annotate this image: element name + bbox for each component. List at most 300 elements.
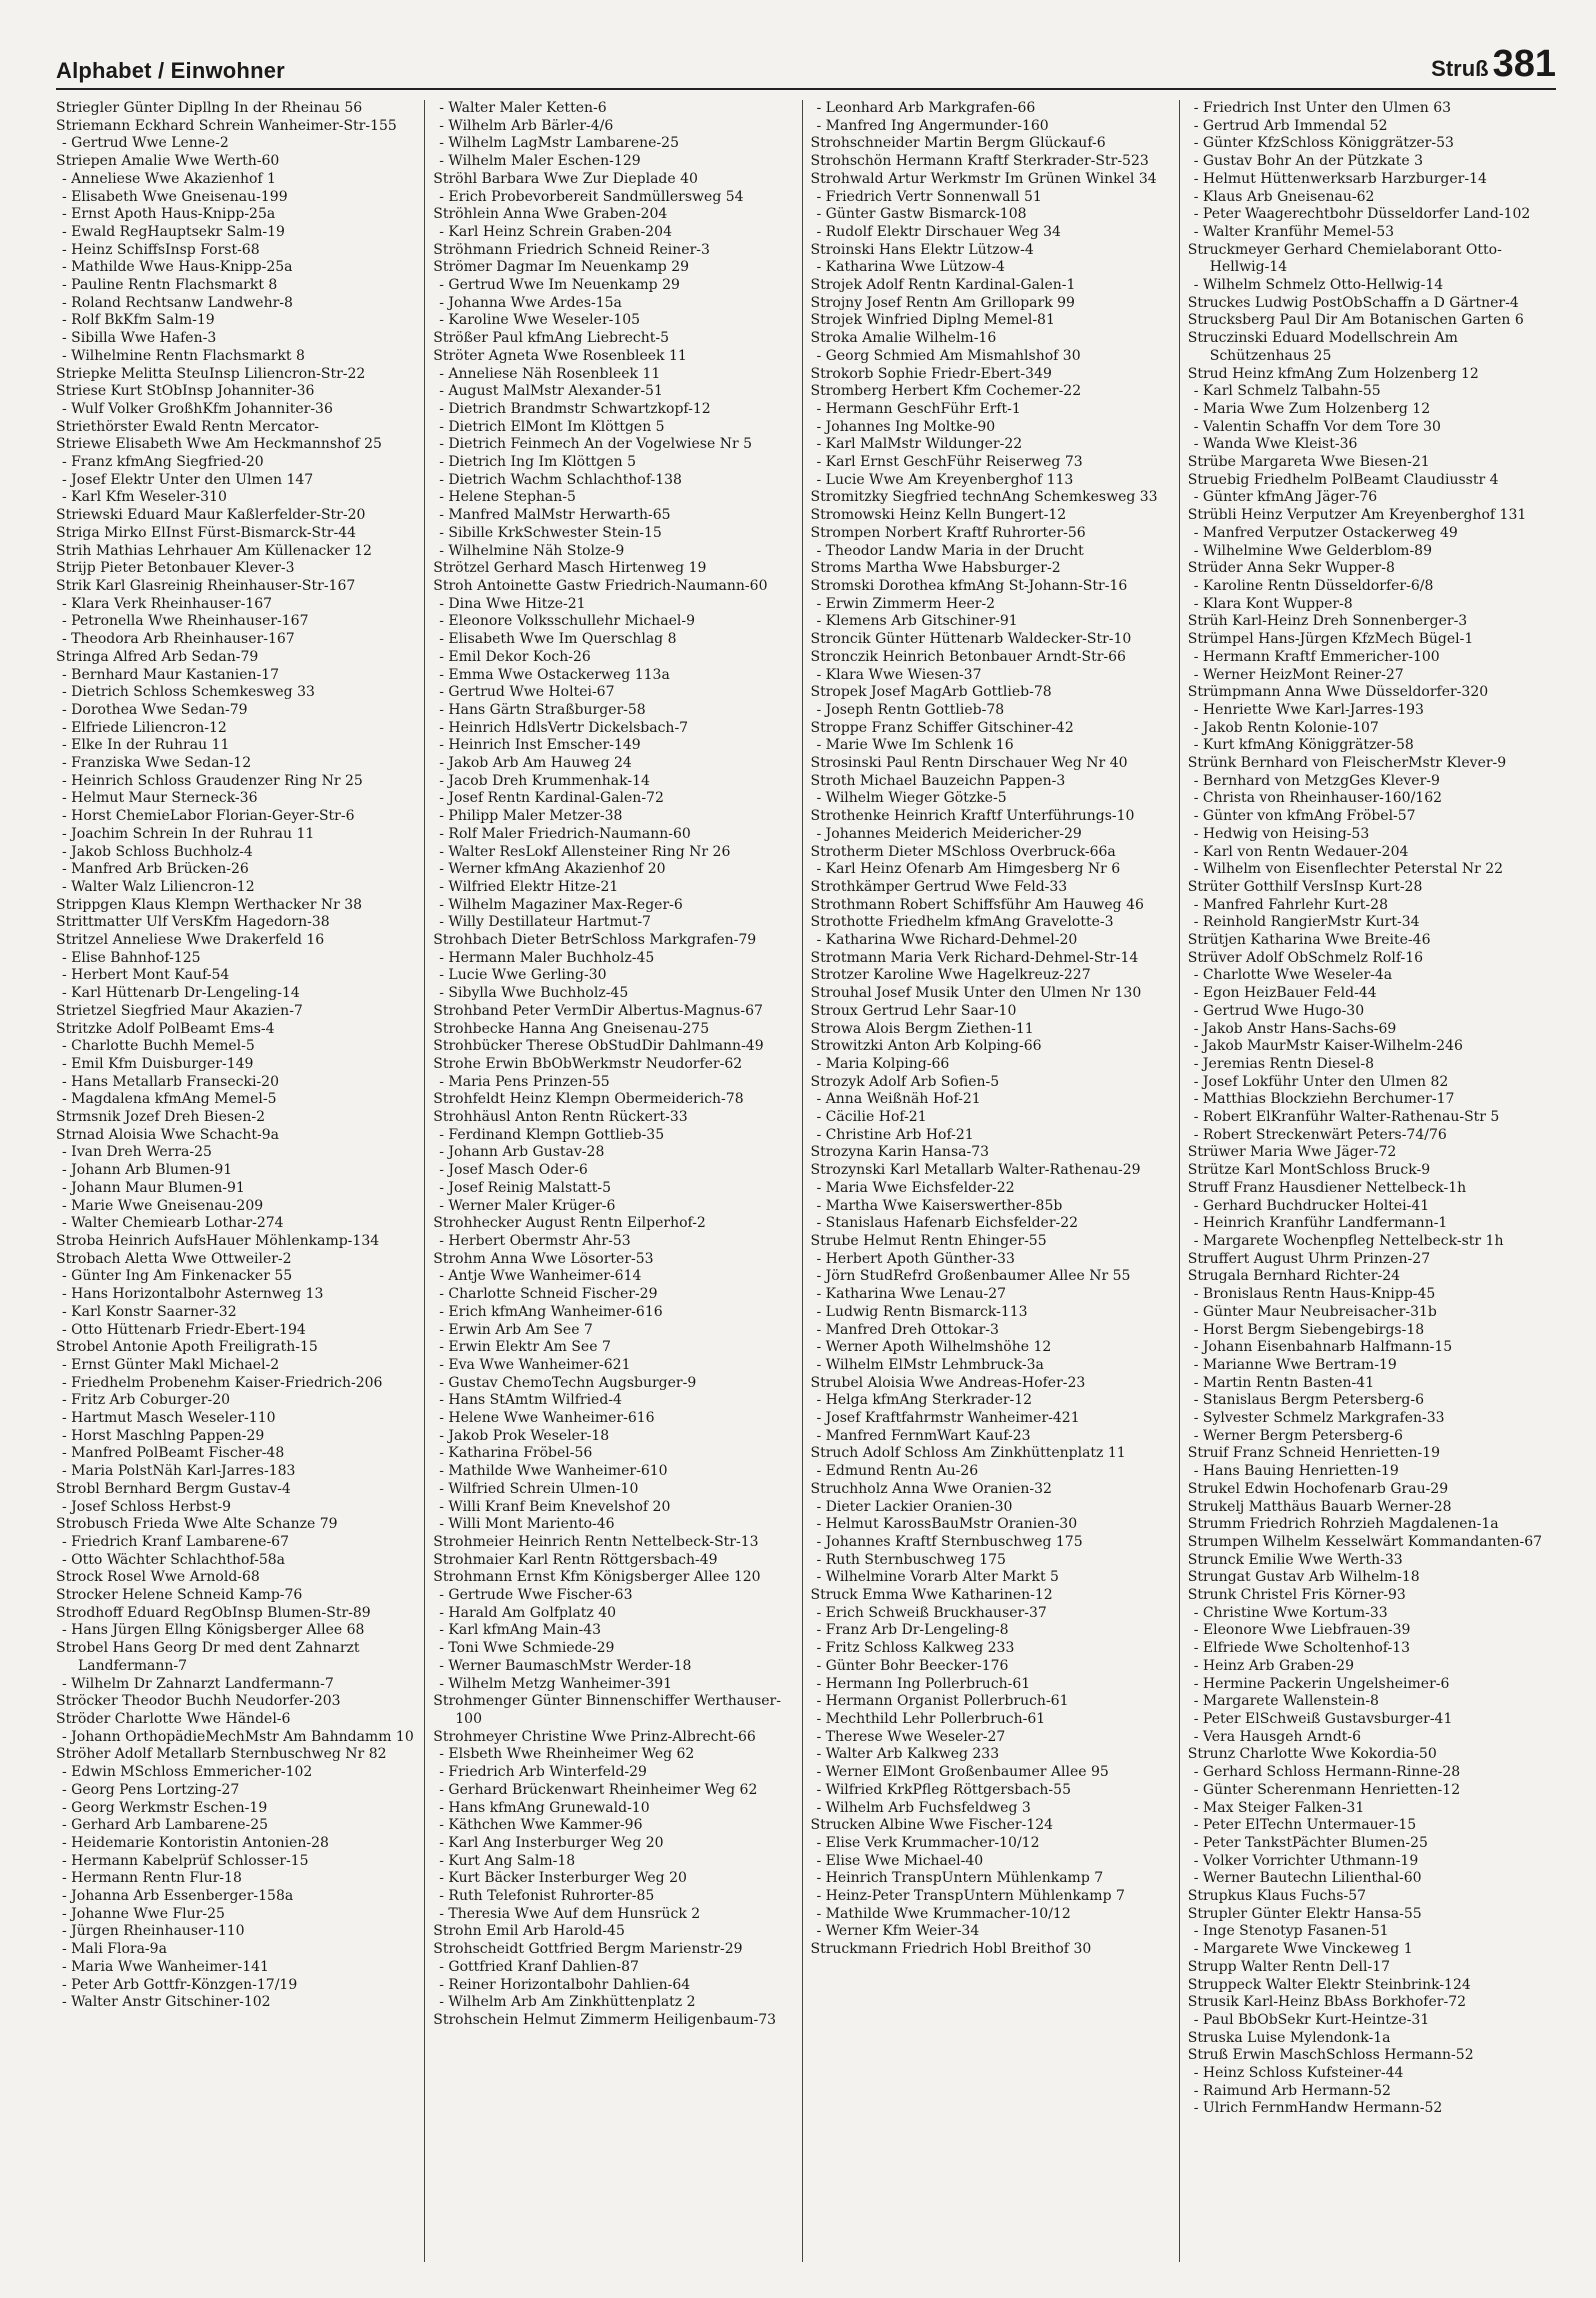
directory-entry: Strotzer Karoline Wwe Hagelkreuz-227 [810,967,1091,984]
directory-entry: - Elisabeth Wwe Gneisenau-199 [62,188,288,205]
directory-entry: Strompen Norbert Kraftf Ruhrorter-56 [810,524,1086,541]
directory-entry: - Werner Apoth Wilhelmshöhe 12 [816,1339,1052,1356]
directory-entry: Strnad Aloisia Wwe Schacht-9a [56,1126,280,1143]
directory-entry: - Werner Bautechn Lilienthal-60 [1193,1870,1422,1887]
directory-entry: Strubel Aloisia Wwe Andreas-Hofer-23 [810,1374,1086,1391]
directory-entry: - Christine Wwe Kortum-33 [1193,1604,1388,1621]
directory-entry: - Dietrich Feinmech An der Vogelwiese Nr 5 [439,436,753,453]
directory-entry: Stronczik Heinrich Betonbauer Arndt-Str-66 [810,648,1126,665]
directory-entry: - Marie Wwe Gneisenau-209 [62,1197,264,1214]
directory-entry: - Willi Kranf Beim Knevelshof 20 [439,1498,671,1515]
directory-entry: Striepke Melitta SteuInsp Liliencron-Str-22 [56,365,366,382]
directory-entry: Strmsnik Jozef Dreh Biesen-2 [56,1109,265,1126]
directory-entry: Stringa Alfred Arb Sedan-79 [56,648,259,665]
directory-entry: Strohscheidt Gottfried Bergm Marienstr-29 [433,1941,743,1958]
column-1 [56,100,424,2262]
directory-entry: - Karoline Wwe Weseler-105 [439,312,641,329]
directory-entry: - Wilhelmine Wwe Gelderblom-89 [1193,542,1432,559]
directory-entry: Strüver Adolf ObSchmelz Rolf-16 [1187,949,1424,966]
directory-entry: Struß Erwin MaschSchloss Hermann-52 [1187,2047,1474,2064]
directory-entry: Strüder Anna Sekr Wupper-8 [1187,560,1395,577]
directory-entry: - Günter Ing Am Finkenacker 55 [62,1268,293,1285]
directory-entry: - Manfred Ing Angermunder-160 [816,117,1049,134]
directory-entry: - Heinrich HdlsVertr Dickelsbach-7 [439,719,689,736]
directory-entry: - Leonhard Arb Markgrafen-66 [816,100,1036,116]
directory-entry: - Ernst Günter Makl Michael-2 [62,1356,280,1373]
directory-entry: Ströhl Barbara Wwe Zur Dieplade 40 [433,170,698,187]
directory-entry: Stritzel Anneliese Wwe Drakerfeld 16 [56,932,325,949]
directory-entry: Strodhoff Eduard RegObInsp Blumen-Str-89 [56,1604,371,1621]
directory-entry: - Herbert Obermstr Ahr-53 [439,1233,631,1249]
directory-entry: - Wilhelm Wieger Götzke-5 [816,790,1007,807]
directory-entry: - Katharina Wwe Lützow-4 [816,259,1005,276]
directory-entry: - Wilfried Elektr Hitze-21 [439,878,619,895]
directory-entry: - Werner Maler Krüger-6 [439,1197,616,1214]
directory-entry: Strohn Emil Arb Harold-45 [433,1923,625,1940]
directory-entry: - Walter Anstr Gitschiner-102 [62,1994,271,2011]
directory-entry: - Horst Bergm Siebengebirgs-18 [1193,1321,1425,1338]
directory-entry: - Bronislaus Rentn Haus-Knipp-45 [1193,1286,1436,1303]
directory-entry: - Dorothea Wwe Sedan-79 [62,701,248,718]
guide-keyword: Struß [1431,56,1489,81]
directory-entry: - Valentin Schaffn Vor dem Tore 30 [1193,418,1441,435]
directory-entry: - Johannes Ing Moltke-90 [816,418,996,435]
directory-entry: Strötzel Gerhard Masch Hirtenweg 19 [433,560,707,577]
directory-entry: Stropek Josef MagArb Gottlieb-78 [810,684,1052,701]
directory-entry: - Gertrud Arb Immendal 52 [1193,117,1388,134]
directory-entry: - Johann Arb Gustav-28 [439,1144,605,1161]
directory-entry: - Jakob MaurMstr Kaiser-Wilhelm-246 [1193,1038,1463,1055]
directory-entry: Struffert August Uhrm Prinzen-27 [1187,1250,1431,1267]
directory-columns [56,100,1556,2262]
directory-entry: - Werner Kfm Weier-34 [816,1923,980,1940]
directory-entry: Strohhecker August Rentn Eilperhof-2 [433,1215,706,1232]
directory-entry: - Erwin Elektr Am See 7 [439,1339,611,1356]
directory-entry: - Wilfried KrkPfleg Röttgersbach-55 [816,1781,1071,1798]
directory-entry: - Hans StAmtm Wilfried-4 [439,1392,622,1409]
directory-entry: - Johanne Wwe Flur-25 [62,1905,225,1922]
directory-entry: - Helene Stephan-5 [439,489,576,506]
directory-entry: Stromberg Herbert Kfm Cochemer-22 [810,383,1082,400]
directory-entry: - Hermann Ing Pollerbruch-61 [816,1675,1031,1692]
directory-entry: Strupp Walter Rentn Dell-17 [1187,1958,1391,1975]
directory-entry: - Günter KfzSchloss Königgrätzer-53 [1193,135,1454,152]
directory-entry: - Philipp Maler Metzer-38 [439,808,623,825]
directory-entry: - Eleonore Wwe Liebfrauen-39 [1193,1622,1411,1639]
directory-entry: - Friedrich Arb Winterfeld-29 [439,1764,647,1781]
directory-entry: - Antje Wwe Wanheimer-614 [439,1268,642,1285]
directory-entry: - Margarete Wallenstein-8 [1193,1693,1379,1710]
directory-entry: - Johannes Kraftf Sternbuschweg 175 [816,1533,1083,1550]
directory-entry: - Walter Kranführ Memel-53 [1193,223,1395,240]
directory-entry: - Gustav ChemoTechn Augsburger-9 [439,1374,697,1391]
directory-entry: - Elfriede Liliencron-12 [62,719,227,736]
directory-entry: - Jakob Anstr Hans-Sachs-69 [1193,1020,1397,1037]
directory-entry: Strohmeier Heinrich Rentn Nettelbeck-Str-13 [433,1533,759,1550]
directory-entry: - Heinz Schloss Kufsteiner-44 [1193,2065,1404,2082]
directory-entry: - Georg Werkmstr Eschen-19 [62,1799,268,1816]
directory-entry: - Christa von Rheinhauser-160/162 [1193,790,1443,807]
directory-entry: - Charlotte Wwe Weseler-4a [1193,967,1393,984]
directory-entry: Strusik Karl-Heinz BbAss Borkhofer-72 [1187,1994,1467,2011]
directory-entry: - Gerhard Buchdrucker Holtei-41 [1193,1197,1430,1214]
directory-entry: - Cäcilie Hof-21 [816,1109,927,1126]
directory-entry: - Horst Maschlng Pappen-29 [62,1427,265,1444]
directory-entry: - Margarete Wochenpfleg Nettelbeck-str 1h [1193,1233,1504,1249]
directory-entry: - Wilfried Schrein Ulmen-10 [439,1480,639,1497]
directory-entry: Striga Mirko ElInst Fürst-Bismarck-Str-44 [56,524,357,541]
directory-entry: - Jakob Prok Weseler-18 [439,1427,610,1444]
directory-entry: - Roland Rechtsanw Landwehr-8 [62,294,293,311]
column-2 [424,100,801,2262]
directory-entry: Strohhäusl Anton Rentn Rückert-33 [433,1109,688,1126]
directory-entry: - Franz Arb Dr-Lengeling-8 [816,1622,1009,1639]
directory-entry: Strünk Bernhard von FleischerMstr Klever-9 [1187,755,1507,772]
directory-entry: Striewe Elisabeth Wwe Am Heckmannshof 25 [56,436,382,453]
directory-entry: Strittmatter Ulf VersKfm Hagedorn-38 [56,914,330,931]
directory-entry: - Gustav Bohr An der Pützkate 3 [1193,153,1424,170]
directory-entry: - Helene Wwe Wanheimer-616 [439,1410,655,1427]
directory-entry: - Manfred Fahrlehr Kurt-28 [1193,896,1388,913]
directory-entry: - Sibille KrkSchwester Stein-15 [439,524,662,541]
directory-entry: - Willi Mont Mariento-46 [439,1516,615,1533]
directory-entry: - Elisabeth Wwe Im Querschlag 8 [439,631,677,648]
directory-entry: - Günter Scherenmann Henrietten-12 [1193,1781,1461,1798]
directory-entry: - Ivan Dreh Werra-25 [62,1144,212,1161]
directory-entry: Strungat Gustav Arb Wilhelm-18 [1187,1569,1420,1586]
directory-entry: Ströcker Theodor Buchh Neudorfer-203 [56,1693,341,1710]
directory-entry: - Karoline Rentn Düsseldorfer-6/8 [1193,577,1434,594]
directory-entry: - Gertrud Wwe Hugo-30 [1193,1002,1365,1019]
directory-entry: - Petronella Wwe Rheinhauser-167 [62,613,309,630]
directory-entry: Struska Luise Mylendonk-1a [1187,2029,1391,2046]
directory-entry: - Klara Wwe Wiesen-37 [816,666,982,683]
directory-entry: - Manfred MalMstr Herwarth-65 [439,507,671,524]
directory-entry: - Friedrich Kranf Lambarene-67 [62,1533,289,1550]
directory-entry: Strohschneider Martin Bergm Glückauf-6 [810,135,1106,152]
directory-entry: Strouhal Josef Musik Unter den Ulmen Nr 130 [810,985,1142,1002]
directory-entry: Stroka Amalie Wilhelm-16 [810,330,997,347]
directory-entry: - Karl kfmAng Main-43 [439,1622,602,1639]
directory-entry: Strohmann Ernst Kfm Königsberger Allee 120 [433,1569,761,1586]
directory-entry: - Georg Pens Lortzing-27 [62,1781,240,1798]
directory-entry: - Walter Chemiearb Lothar-274 [62,1215,284,1232]
directory-entry: - Hermann Kabelprüf Schlosser-15 [62,1852,309,1869]
directory-entry: Strobl Bernhard Bergm Gustav-4 [56,1480,291,1497]
directory-entry: - Pauline Rentn Flachsmarkt 8 [62,277,278,294]
directory-entry: - Dietrich Ing Im Klöttgen 5 [439,454,636,471]
directory-entry: Strowa Alois Bergm Ziethen-11 [810,1020,1034,1037]
directory-entry: - Johanna Wwe Ardes-15a [439,294,622,311]
directory-entry: - Anneliese Näh Rosenbleek 11 [439,365,661,382]
directory-entry: - Horst ChemieLabor Florian-Geyer-Str-6 [62,808,355,825]
directory-entry: - Rudolf Elektr Dirschauer Weg 34 [816,223,1061,240]
directory-entry: - Franz kfmAng Siegfried-20 [62,454,264,471]
directory-entry: - Anna Weißnäh Hof-21 [816,1091,981,1108]
directory-entry: Strojek Winfried Diplng Memel-81 [810,312,1055,329]
directory-entry: - Jeremias Rentn Diesel-8 [1193,1055,1375,1072]
directory-entry: Stroh Antoinette Gastw Friedrich-Naumann-60 [433,577,768,594]
directory-entry: - Emma Wwe Ostackerweg 113a [439,666,670,683]
directory-entry: - Hermann Kraftf Emmericher-100 [1193,648,1440,665]
directory-entry: Strowitzki Anton Arb Kolping-66 [810,1038,1042,1055]
directory-entry: - Günter von kfmAng Fröbel-57 [1193,808,1416,825]
directory-entry: Strozyk Adolf Arb Sofien-5 [810,1073,1000,1090]
directory-entry: - Josef Reinig Malstatt-5 [439,1179,611,1196]
directory-entry: - Heinz-Peter TranspUntern Mühlenkamp 7 [816,1888,1125,1905]
directory-entry: Struff Franz Hausdiener Nettelbeck-1h [1187,1179,1467,1196]
directory-entry: Strube Helmut Rentn Ehinger-55 [810,1233,1047,1249]
directory-entry: - Manfred Arb Brücken-26 [62,861,249,878]
directory-entry: Strömer Dagmar Im Neuenkamp 29 [433,259,690,276]
directory-entry: - Karl Hüttenarb Dr-Lengeling-14 [62,985,300,1002]
page-number: 381 [1492,43,1556,85]
page-header-right [1431,43,1556,86]
directory-entry: - Werner Bergm Petersberg-6 [1193,1427,1403,1444]
directory-entry: - Willy Destillateur Hartmut-7 [439,914,651,931]
directory-entry: - Karl Konstr Saarner-32 [62,1303,237,1320]
directory-entry: - Heinrich Kranführ Landfermann-1 [1193,1215,1448,1232]
directory-entry: Strud Heinz kfmAng Zum Holzenberg 12 [1187,365,1479,382]
directory-entry: - Lucie Wwe Gerling-30 [439,967,607,984]
directory-entry: Strobel Antonie Apoth Freiligrath-15 [56,1339,318,1356]
directory-entry: - Max Steiger Falken-31 [1193,1799,1365,1816]
directory-entry: Strümpel Hans-Jürgen KfzMech Bügel-1 [1187,631,1474,648]
directory-entry: - Gerhard Schloss Hermann-Rinne-28 [1193,1764,1461,1781]
directory-entry: - Bernhard von MetzgGes Klever-9 [1193,772,1440,789]
directory-entry: Strütze Karl MontSchloss Bruck-9 [1187,1162,1431,1179]
directory-entry: - Hans Bauing Henrietten-19 [1193,1463,1399,1480]
directory-entry: - Ferdinand Klempn Gottlieb-35 [439,1126,665,1143]
directory-entry: - Gertrud Wwe Lenne-2 [62,135,229,152]
directory-entry: - Ernst Apoth Haus-Knipp-25a [62,206,276,223]
directory-entry: Striepen Amalie Wwe Werth-60 [56,153,280,170]
directory-entry: Strucksberg Paul Dir Am Botanischen Garten 6 [1187,312,1524,329]
directory-entry: Strik Karl Glasreinig Rheinhauser-Str-167 [56,577,356,594]
directory-entry: - Georg Schmied Am Mismahlshof 30 [816,347,1081,364]
directory-entry: - Erich kfmAng Wanheimer-616 [439,1303,663,1320]
directory-entry: Struch Adolf Schloss Am Zinkhüttenplatz 11 [810,1445,1126,1462]
directory-entry: - Edwin MSchloss Emmericher-102 [62,1764,313,1781]
directory-entry: Stromowski Heinz Kelln Bungert-12 [810,507,1067,524]
directory-entry: - Günter Bohr Beecker-176 [816,1657,1009,1674]
directory-entry: - Wilhelm Metzg Wanheimer-391 [439,1675,673,1692]
directory-entry: - Hermann Maler Buchholz-45 [439,949,655,966]
directory-entry: Strozynski Karl Metallarb Walter-Rathenau-29 [810,1162,1141,1179]
directory-entry: Stroba Heinrich AufsHauer Möhlenkamp-134 [56,1233,380,1249]
directory-entry: - Gerhard Brückenwart Rheinheimer Weg 62 [439,1781,758,1798]
directory-entry: Strobusch Frieda Wwe Alte Schanze 79 [56,1516,338,1533]
directory-entry: Strüter Gotthilf VersInsp Kurt-28 [1187,878,1423,895]
directory-entry: - Charlotte Buchh Memel-5 [62,1038,255,1055]
directory-entry: - Gertrud Wwe Im Neuenkamp 29 [439,277,680,294]
directory-entry: Struppeck Walter Elektr Steinbrink-124 [1187,1976,1471,1993]
directory-entry: Stroncik Günter Hüttenarb Waldecker-Str-10 [810,631,1132,648]
directory-entry: Strietzel Siegfried Maur Akazien-7 [56,1002,303,1019]
directory-entry: - Heinrich TranspUntern Mühlenkamp 7 [816,1870,1104,1887]
directory-entry: Ströher Adolf Metallarb Sternbuschweg Nr 82 [56,1746,387,1763]
directory-entry: - Käthchen Wwe Kammer-96 [439,1817,643,1834]
directory-entry: - Vera Hausgeh Arndt-6 [1193,1728,1362,1745]
directory-entry: - Marie Wwe Im Schlenk 16 [816,737,1014,754]
directory-entry: Strukelj Matthäus Bauarb Werner-28 [1187,1498,1452,1515]
directory-entry: - Henriette Wwe Karl-Jarres-193 [1193,701,1424,718]
directory-entry: - Ruth Sternbuschweg 175 [816,1551,1006,1568]
directory-entry: Strokorb Sophie Friedr-Ebert-349 [810,365,1052,382]
directory-entry: Strothenke Heinrich Kraftf Unterführungs-10 [810,808,1135,825]
directory-entry: Strotherm Dieter MSchloss Overbruck-66a [810,843,1116,860]
directory-entry: - Wanda Wwe Kleist-36 [1193,436,1358,453]
directory-entry: - Wilhelmine Näh Stolze-9 [439,542,625,559]
directory-entry: - Toni Wwe Schmiede-29 [439,1640,615,1657]
directory-entry: - Eleonore Volksschullehr Michael-9 [439,613,695,630]
directory-entry: Strunk Christel Fris Körner-93 [1187,1587,1406,1604]
directory-entry: - Wulf Volker GroßhKfm Johanniter-36 [62,400,333,417]
directory-entry: - Hermann Rentn Flur-18 [62,1870,242,1887]
directory-entry: - Elke In der Ruhrau 11 [62,737,230,754]
directory-entry: - Ewald RegHauptsekr Salm-19 [62,223,285,240]
directory-entry: - Theodora Arb Rheinhauser-167 [62,631,295,648]
directory-entry: - Jakob Rentn Kolonie-107 [1193,719,1379,736]
directory-entry: - Gertrude Wwe Fischer-63 [439,1587,633,1604]
directory-entry: - Hans Gärtn Straßburger-58 [439,701,646,718]
directory-entry: - Herbert Apoth Günther-33 [816,1250,1015,1267]
directory-entry: - Johannes Meiderich Meidericher-29 [816,825,1082,842]
directory-entry: Stroinski Hans Elektr Lützow-4 [810,241,1034,258]
directory-entry: Struchholz Anna Wwe Oranien-32 [810,1480,1052,1497]
directory-entry: Strübe Margareta Wwe Biesen-21 [1187,454,1430,471]
directory-entry: Strojek Adolf Rentn Kardinal-Galen-1 [810,277,1076,294]
directory-entry: - Peter ElSchweiß Gustavsburger-41 [1193,1710,1453,1727]
directory-entry: - Erich Probevorbereit Sandmüllersweg 54 [439,188,744,205]
directory-entry: - Peter Arb Gottfr-Könzgen-17/19 [62,1976,298,1993]
directory-entry: Struif Franz Schneid Henrietten-19 [1187,1445,1441,1462]
column-4 [1179,100,1556,2262]
directory-entry: - Maria Wwe Eichsfelder-22 [816,1179,1015,1196]
directory-entry: Strohmeyer Christine Wwe Prinz-Albrecht-66 [433,1728,756,1745]
directory-entry: - Wilhelm Arb Fuchsfeldweg 3 [816,1799,1031,1816]
directory-entry: - Klemens Arb Gitschiner-91 [816,613,1018,630]
directory-entry: Struckmeyer Gerhard Chemielaborant Otto-Hellwig-14 [1187,241,1502,276]
directory-entry: - Sibilla Wwe Hafen-3 [62,330,217,347]
directory-entry: - Raimund Arb Hermann-52 [1193,2082,1391,2099]
directory-entry: - Elfriede Wwe Scholtenhof-13 [1193,1640,1411,1657]
directory-entry: - Paul BbObSekr Kurt-Heintze-31 [1193,2011,1430,2028]
directory-entry: Strohfeldt Heinz Klempn Obermeiderich-78 [433,1091,744,1108]
directory-entry: - Mathilde Wwe Krummacher-10/12 [816,1905,1071,1922]
directory-entry: - Josef Schloss Herbst-9 [62,1498,232,1515]
directory-entry: - Johanna Arb Essenberger-158a [62,1888,294,1905]
directory-entry: Strohband Peter VermDir Albertus-Magnus-67 [433,1002,763,1019]
directory-entry: - Robert ElKranführ Walter-Rathenau-Str 5 [1193,1109,1500,1126]
directory-entry: Strothkämper Gertrud Wwe Feld-33 [810,878,1068,895]
directory-entry: - Elsbeth Wwe Rheinheimer Weg 62 [439,1746,695,1763]
directory-entry: Strohschön Hermann Kraftf Sterkrader-Str-523 [810,153,1149,170]
directory-entry: Strütjen Katharina Wwe Breite-46 [1187,932,1431,949]
directory-entry: - Friedhelm Probenehm Kaiser-Friedrich-206 [62,1374,383,1391]
directory-entry: - Kurt Bäcker Insterburger Weg 20 [439,1870,687,1887]
directory-entry: - Katharina Wwe Lenau-27 [816,1286,1007,1303]
directory-entry: - Sylvester Schmelz Markgrafen-33 [1193,1410,1445,1427]
directory-entry: Strijp Pieter Betonbauer Klever-3 [56,560,295,577]
directory-entry: - Kurt kfmAng Königgrätzer-58 [1193,737,1414,754]
directory-entry: - Margarete Wwe Vinckeweg 1 [1193,1941,1413,1958]
directory-entry: - Karl Ang Insterburger Weg 20 [439,1834,664,1851]
directory-entry: Strojny Josef Rentn Am Grillopark 99 [810,294,1075,311]
section-title: Alphabet / Einwohner [56,58,285,83]
directory-entry: - Heinrich Schloss Graudenzer Ring Nr 25 [62,772,363,789]
directory-entry: - Jacob Dreh Krummenhak-14 [439,772,650,789]
directory-entry: - Ruth Telefonist Ruhrorter-85 [439,1888,655,1905]
directory-entry: - Wilhelm Schmelz Otto-Hellwig-14 [1193,277,1444,294]
directory-entry: - Therese Wwe Weseler-27 [816,1728,1006,1745]
directory-entry: - Theodor Landw Maria in der Drucht [816,542,1084,559]
directory-entry: - Johann Arb Blumen-91 [62,1162,233,1179]
directory-entry: Strobel Hans Georg Dr med dent Zahnarzt Landfermann-7 [56,1640,360,1674]
directory-entry: - Anneliese Wwe Akazienhof 1 [62,170,276,187]
directory-entry: Struebig Friedhelm PolBeamt Claudiusstr 4 [1187,471,1499,488]
directory-entry: - Fritz Schloss Kalkweg 233 [816,1640,1015,1657]
directory-entry: - Hermine Packerin Ungelsheimer-6 [1193,1675,1450,1692]
directory-entry: - Matthias Blockziehn Berchumer-17 [1193,1091,1455,1108]
directory-entry: Strippgen Klaus Klempn Werthacker Nr 38 [56,896,363,913]
directory-entry: - Rolf Maler Friedrich-Naumann-60 [439,825,691,842]
directory-entry: - Hans Jürgen Ellng Königsberger Allee 68 [62,1622,365,1639]
directory-entry: Strohschein Helmut Zimmerm Heiligenbaum-73 [433,2011,777,2028]
directory-entry: Strosinski Paul Rentn Dirschauer Weg Nr 40 [810,755,1128,772]
directory-entry: - Helmut KarossBauMstr Oranien-30 [816,1516,1078,1533]
directory-entry: - Johann OrthopädieMechMstr Am Bahndamm 10 [62,1728,414,1745]
directory-entry: - Joseph Rentn Gottlieb-78 [816,701,1005,718]
directory-entry: - Jakob Schloss Buchholz-4 [62,843,253,860]
directory-entry: - Sibylla Wwe Buchholz-45 [439,985,629,1002]
directory-entry: Stromitzky Siegfried technAng Schemkesweg 33 [810,489,1158,506]
directory-entry: Strohmaier Karl Rentn Röttgersbach-49 [433,1551,718,1568]
directory-entry: Strohm Anna Wwe Lösorter-53 [433,1250,654,1267]
directory-entry: - Kurt Ang Salm-18 [439,1852,576,1869]
directory-entry: - Walter Walz Liliencron-12 [62,878,255,895]
directory-entry: Stritzke Adolf PolBeamt Ems-4 [56,1020,275,1037]
directory-entry: - Manfred Verputzer Ostackerweg 49 [1193,524,1458,541]
directory-entry: - Dina Wwe Hitze-21 [439,595,586,612]
directory-entry: - Karl von Rentn Wedauer-204 [1193,843,1409,860]
directory-entry: - Johann Eisenbahnarb Halfmann-15 [1193,1339,1453,1356]
directory-entry: - Dietrich ElMont Im Klöttgen 5 [439,418,665,435]
directory-entry: - Stanislaus Hafenarb Eichsfelder-22 [816,1215,1079,1232]
directory-entry: Stroms Martha Wwe Habsburger-2 [810,560,1061,577]
directory-entry: - Maria PolstNäh Karl-Jarres-183 [62,1463,296,1480]
directory-entry: - Peter TankstPächter Blumen-25 [1193,1834,1428,1851]
directory-entry: Strobach Aletta Wwe Ottweiler-2 [56,1250,292,1267]
directory-entry: - Erich Schweiß Bruckhauser-37 [816,1604,1047,1621]
directory-entry: Struck Emma Wwe Katharinen-12 [810,1587,1053,1604]
directory-entry: - Wilhelm Magaziner Max-Reger-6 [439,896,683,913]
directory-entry: - Elise Wwe Michael-40 [816,1852,984,1869]
directory-entry: Strohmenger Günter Binnenschiffer Werthauser-100 [433,1693,781,1727]
directory-entry: Struckes Ludwig PostObSchaffn a D Gärtner-4 [1187,294,1519,311]
directory-entry: - Volker Vorrichter Uthmann-19 [1193,1852,1419,1869]
directory-entry: - Josef Rentn Kardinal-Galen-72 [439,790,664,807]
directory-entry: - Friedrich Inst Unter den Ulmen 63 [1193,100,1452,116]
directory-entry: Strotmann Maria Verk Richard-Dehmel-Str-14 [810,949,1139,966]
directory-entry: - Jürgen Rheinhauser-110 [62,1923,245,1940]
column-3 [802,100,1179,2262]
directory-entry: Striegler Günter Dipllng In der Rheinau 56 [56,100,363,116]
directory-entry: - Karl Heinz Ofenarb Am Himgesberg Nr 6 [816,861,1121,878]
directory-entry: Ströhlein Anna Wwe Graben-204 [433,206,668,223]
directory-entry: - Gerhard Arb Lambarene-25 [62,1817,269,1834]
directory-entry: - Klara Kont Wupper-8 [1193,595,1353,612]
